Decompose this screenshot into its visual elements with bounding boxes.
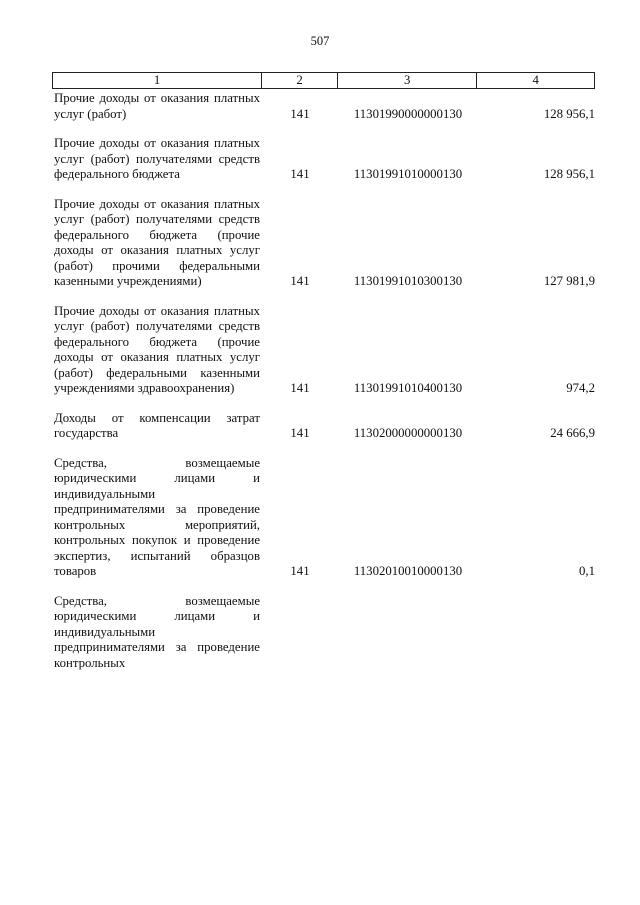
amount-cell: 24 666,9 [550, 426, 595, 440]
admin-code-cell: 141 [290, 381, 310, 395]
amount-cell: 127 981,9 [543, 274, 595, 288]
budget-code-cell: 11301991010000130 [353, 167, 463, 181]
table-row [52, 594, 595, 672]
table-row [52, 136, 595, 183]
admin-code-cell: 141 [290, 167, 310, 181]
amount-cell: 0,1 [579, 564, 595, 578]
budget-code-cell: 11302000000000130 [353, 426, 463, 440]
revenue-name-cell: Прочие доходы от оказания платных услуг (работ) получателями средств федерального бюджета (прочие доходы от оказания платных услуг (работ) прочими федеральными казенными учреждениями) [54, 196, 260, 288]
revenue-name-cell: Прочие доходы от оказания платных услуг (работ) получателями средств федерального бюджета (прочие доходы от оказания платных услуг (работ) федеральными казенными учреждениями здравоохранения) [54, 303, 260, 395]
revenue-name-cell: Прочие доходы от оказания платных услуг (работ) [54, 91, 260, 121]
admin-code-cell: 141 [290, 564, 310, 578]
table-row [52, 197, 595, 290]
revenue-name-cell: Средства, возмещаемые юридическими лицами и индивидуальными предпринимателями за проведение контрольных мероприятий, контрольных покупок и проведение экспертиз, испытаний образцов товаров [54, 455, 260, 578]
column-header-3: 3 [338, 73, 477, 88]
table-body [52, 91, 595, 671]
budget-code-cell: 11301991010300130 [353, 274, 463, 288]
admin-code-cell: 141 [290, 106, 310, 121]
revenue-name-cell: Прочие доходы от оказания платных услуг (работ) получателями средств федерального бюджета [54, 136, 260, 181]
budget-revenue-table [52, 72, 595, 685]
table-row [52, 411, 595, 442]
table-row [52, 304, 595, 397]
budget-code-cell: 11301990000000130 [353, 106, 463, 121]
budget-code-cell: 11301991010400130 [353, 381, 463, 395]
table-row [52, 456, 595, 580]
admin-code-cell: 141 [290, 274, 310, 288]
amount-cell: 974,2 [566, 381, 595, 395]
table-header-row [52, 72, 595, 89]
budget-code-cell: 11302010010000130 [353, 564, 463, 578]
amount-cell: 128 956,1 [543, 167, 595, 181]
amount-cell: 128 956,1 [543, 106, 595, 121]
revenue-name-cell: Доходы от компенсации затрат государства [54, 410, 260, 440]
column-header-2: 2 [262, 73, 338, 88]
revenue-name-cell: Средства, возмещаемые юридическими лицами и индивидуальными предпринимателями за проведение контрольных [54, 593, 260, 670]
column-header-1: 1 [53, 73, 262, 88]
column-header-4: 4 [532, 73, 539, 87]
page-number: 507 [310, 34, 330, 48]
table-row [52, 91, 595, 122]
admin-code-cell: 141 [290, 426, 310, 440]
